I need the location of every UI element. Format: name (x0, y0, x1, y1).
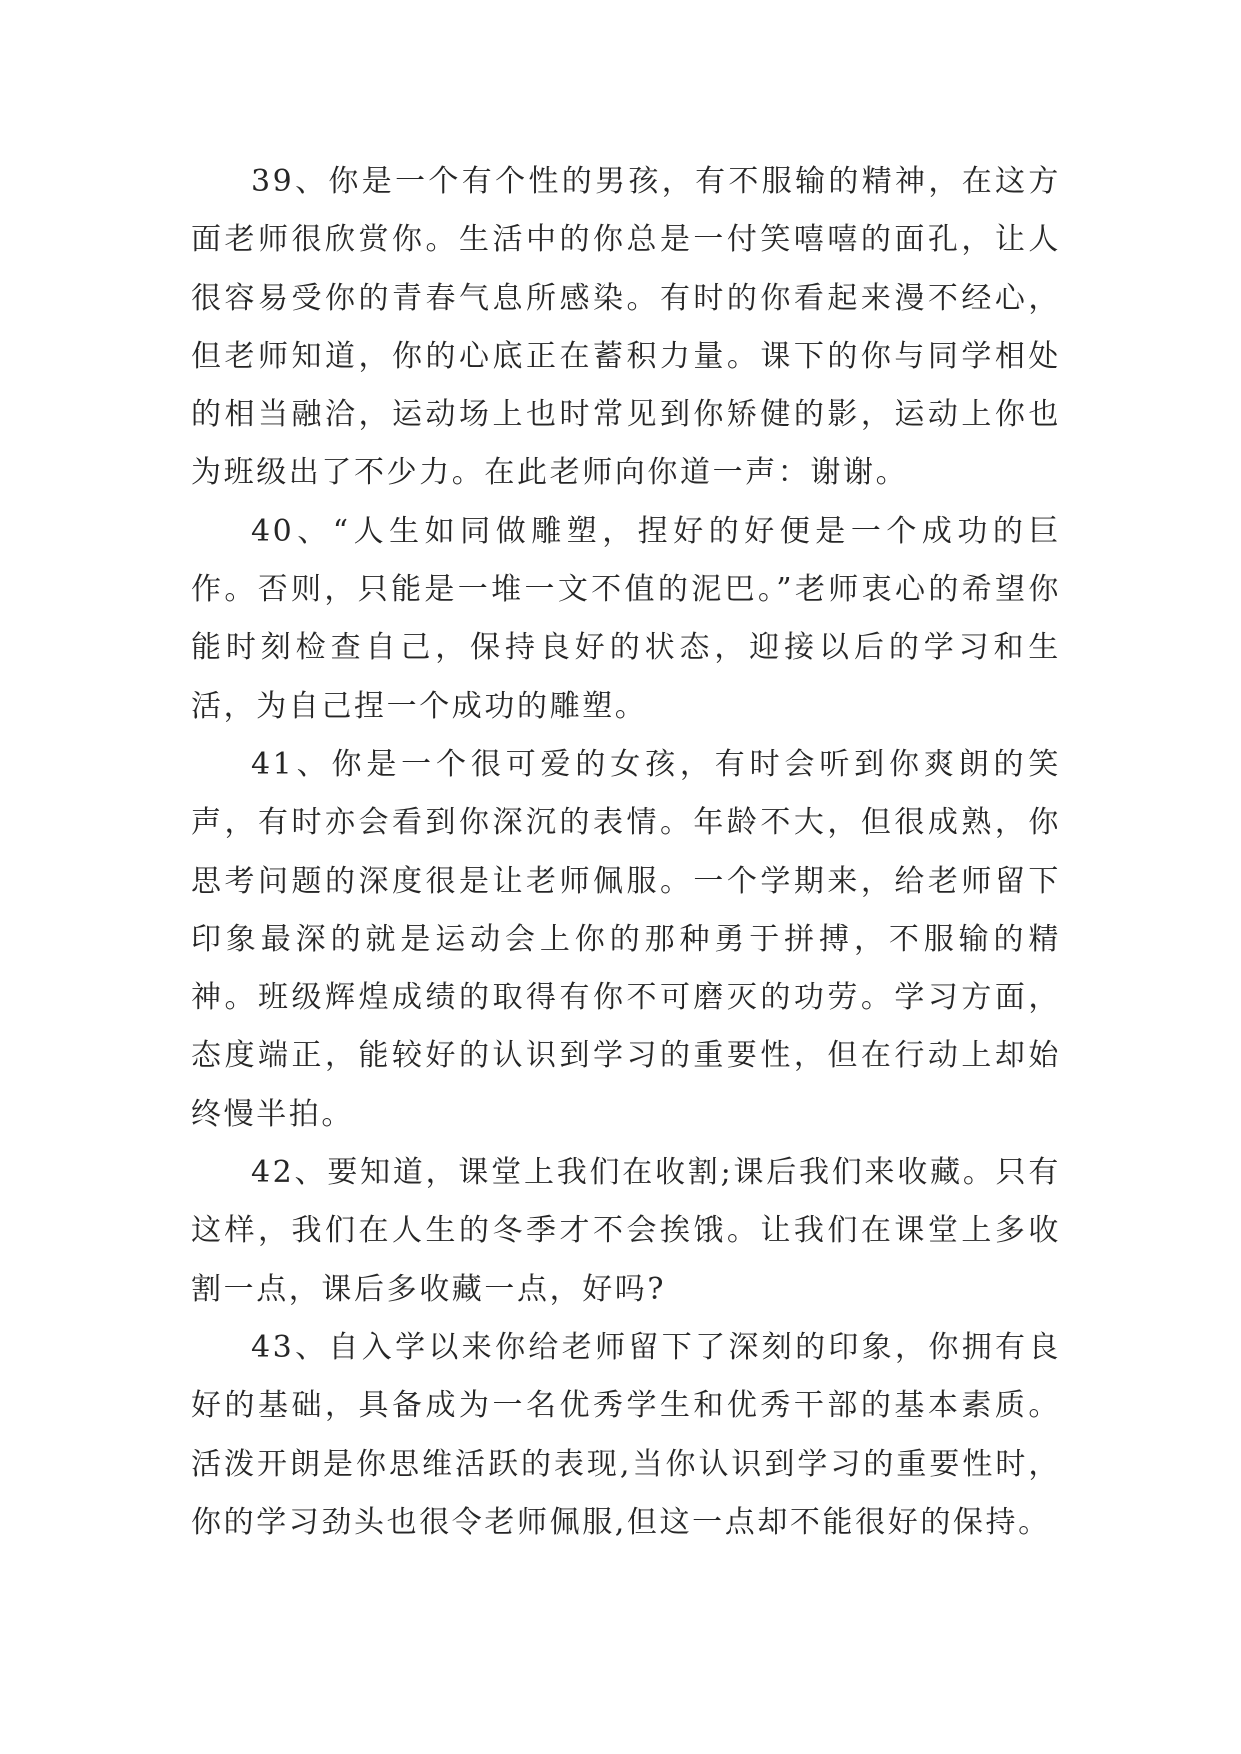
paragraph-43: 43、自入学以来你给老师留下了深刻的印象，你拥有良好的基础，具备成为一名优秀学生和优秀干部的基本素质。活泼开朗是你思维活跃的表现,当你认识到学习的重要性时，你的学习劲头也很令老师佩服,但这一点却不能很好的保持。 (191, 1329, 1061, 1540)
paragraph-42: 42、要知道，课堂上我们在收割;课后我们来收藏。只有这样，我们在人生的冬季才不会挨饿。让我们在课堂上多收割一点，课后多收藏一点，好吗? (191, 1155, 1061, 1307)
document-body (191, 153, 1061, 1552)
paragraph-41: 41、你是一个很可爱的女孩，有时会听到你爽朗的笑声，有时亦会看到你深沉的表情。年龄不大，但很成熟，你思考问题的深度很是让老师佩服。一个学期来，给老师留下印象最深的就是运动会上你的那种勇于拼搏，不服输的精神。班级辉煌成绩的取得有你不可磨灭的功劳。学习方面，态度端正，能较好的认识到学习的重要性，但在行动上却始终慢半拍。 (191, 746, 1061, 1132)
paragraph-40: 40、“人生如同做雕塑，捏好的好便是一个成功的巨作。否则，只能是一堆一文不值的泥巴。”老师衷心的希望你能时刻检查自己，保持良好的状态，迎接以后的学习和生活，为自己捏一个成功的雕塑。 (191, 513, 1061, 724)
paragraph-39: 39、你是一个有个性的男孩，有不服输的精神，在这方面老师很欣赏你。生活中的你总是一付笑嘻嘻的面孔，让人很容易受你的青春气息所感染。有时的你看起来漫不经心，但老师知道，你的心底正在蓄积力量。课下的你与同学相处的相当融洽，运动场上也时常见到你矫健的影，运动上你也为班级出了不少力。在此老师向你道一声：谢谢。 (191, 164, 1061, 491)
